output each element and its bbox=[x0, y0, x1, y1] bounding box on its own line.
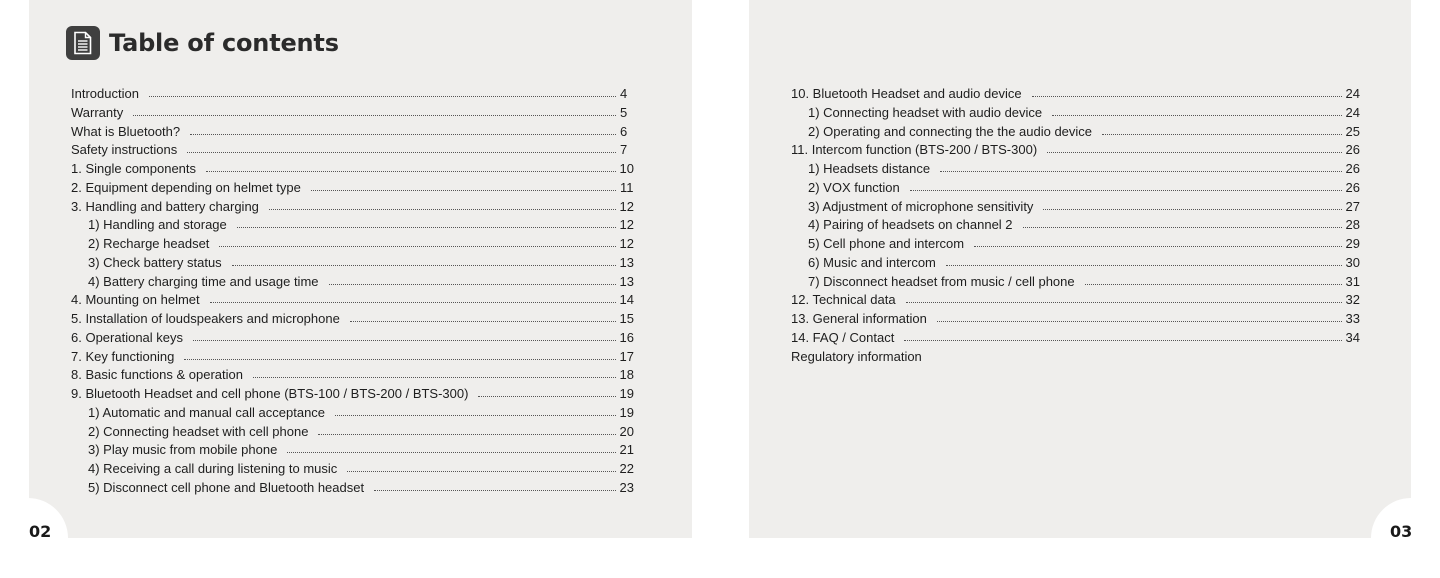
left-page bbox=[29, 0, 692, 538]
toc-entry[interactable] bbox=[71, 404, 634, 423]
toc-entry[interactable] bbox=[791, 216, 1360, 235]
toc-entry-page-number: 24 bbox=[1345, 86, 1360, 101]
toc-entry-page-number: 27 bbox=[1345, 198, 1360, 214]
toc-entry[interactable] bbox=[71, 441, 634, 460]
toc-entry-page-number: 19 bbox=[619, 404, 634, 420]
dot-leader bbox=[187, 151, 616, 153]
dot-leader bbox=[940, 170, 1341, 172]
toc-entry-label: 9. Bluetooth Headset and cell phone (BTS-100 / BTS-200 / BTS-300) bbox=[71, 386, 469, 401]
dot-leader bbox=[374, 489, 615, 491]
dot-leader bbox=[1047, 151, 1341, 153]
toc-entry-label: Introduction bbox=[71, 86, 139, 101]
toc-entry-page-number: 25 bbox=[1345, 123, 1360, 139]
toc-entry-page-number: 19 bbox=[619, 386, 634, 401]
toc-entry-page-number: 31 bbox=[1345, 273, 1360, 289]
toc-entry-page-number: 34 bbox=[1345, 329, 1360, 345]
toc-entry[interactable] bbox=[71, 160, 634, 179]
dot-leader bbox=[253, 376, 616, 378]
toc-entry-page-number: 15 bbox=[619, 311, 634, 326]
toc-entry-label: 2) Recharge headset bbox=[88, 236, 210, 251]
toc-entry-page-number: 26 bbox=[1345, 142, 1360, 158]
dot-leader bbox=[232, 264, 616, 266]
toc-entry[interactable] bbox=[71, 123, 634, 142]
toc-entry-label: 14. FAQ / Contact bbox=[791, 329, 895, 345]
toc-entry-label: 6. Operational keys bbox=[71, 329, 184, 345]
toc-entry-label: Safety instructions bbox=[71, 142, 178, 158]
toc-entry[interactable] bbox=[71, 348, 634, 367]
dot-leader bbox=[904, 339, 1341, 341]
toc-entry[interactable] bbox=[71, 254, 634, 273]
dot-leader bbox=[318, 433, 615, 435]
toc-entry[interactable] bbox=[71, 329, 634, 348]
dot-leader bbox=[937, 320, 1342, 322]
dot-leader bbox=[478, 395, 615, 397]
toc-entry-page-number: 18 bbox=[619, 367, 634, 383]
toc-entry-label: 4. Mounting on helmet bbox=[71, 292, 200, 308]
toc-entry[interactable] bbox=[71, 385, 634, 404]
toc-entry-page-number: 22 bbox=[619, 461, 634, 476]
dot-leader bbox=[946, 264, 1342, 266]
toc-entry[interactable] bbox=[71, 273, 634, 292]
toc-entry-label: 12. Technical data bbox=[791, 292, 896, 308]
page-number-left: 02 bbox=[29, 522, 52, 541]
toc-entry-label: 3. Handling and battery charging bbox=[71, 198, 259, 214]
toc-entry-page-number: 13 bbox=[619, 273, 634, 289]
dot-leader bbox=[1023, 226, 1342, 228]
dot-leader bbox=[219, 245, 615, 247]
dot-leader bbox=[190, 133, 616, 135]
toc-entry-label: 5. Installation of loudspeakers and microphone bbox=[71, 311, 340, 326]
toc-entry-label: 2) VOX function bbox=[808, 179, 900, 195]
toc-entry[interactable] bbox=[71, 141, 634, 160]
toc-entry-page-number: 33 bbox=[1345, 311, 1360, 326]
toc-entry[interactable] bbox=[71, 423, 634, 442]
dot-leader bbox=[133, 114, 616, 116]
toc-entry[interactable] bbox=[71, 104, 634, 123]
dot-leader bbox=[906, 301, 1342, 303]
toc-entry-label: 1) Automatic and manual call acceptance bbox=[88, 404, 326, 420]
toc-entry-label: 5) Cell phone and intercom bbox=[808, 236, 965, 251]
toc-entry-page-number: 28 bbox=[1345, 217, 1360, 233]
dot-leader bbox=[193, 339, 616, 341]
dot-leader bbox=[237, 226, 616, 228]
toc-entry-label: 6) Music and intercom bbox=[808, 254, 936, 270]
dot-leader bbox=[311, 189, 616, 191]
right-page bbox=[749, 0, 1411, 538]
toc-entry-page-number: 7 bbox=[620, 142, 628, 158]
dot-leader bbox=[1052, 114, 1341, 116]
toc-entry[interactable] bbox=[71, 179, 634, 198]
toc-entry[interactable] bbox=[791, 179, 1360, 198]
toc-entry[interactable] bbox=[71, 198, 634, 217]
toc-entry[interactable] bbox=[791, 104, 1360, 123]
toc-entry[interactable] bbox=[791, 123, 1360, 142]
toc-entry-page-number: 26 bbox=[1345, 179, 1360, 195]
dot-leader bbox=[1085, 283, 1342, 285]
toc-entry-page-number: 23 bbox=[619, 479, 634, 495]
toc-entry-page-number: 24 bbox=[1345, 104, 1360, 120]
toc-entry-page-number: 12 bbox=[619, 236, 634, 251]
dot-leader bbox=[1043, 208, 1341, 210]
toc-entry[interactable] bbox=[791, 160, 1360, 179]
toc-entry[interactable] bbox=[791, 254, 1360, 273]
toc-entry-page-number: 20 bbox=[619, 423, 634, 439]
dot-leader bbox=[1102, 133, 1341, 135]
toc-entry-page-number: 10 bbox=[619, 161, 634, 176]
toc-entry[interactable] bbox=[71, 291, 634, 310]
toc-entry[interactable] bbox=[791, 273, 1360, 292]
toc-entry[interactable] bbox=[71, 310, 634, 329]
toc-entry-label: 13. General information bbox=[791, 311, 927, 326]
toc-entry[interactable] bbox=[71, 366, 634, 385]
toc-entry-label: 2) Operating and connecting the the audio device bbox=[808, 123, 1093, 139]
toc-entry[interactable] bbox=[791, 310, 1360, 329]
page-title bbox=[66, 26, 339, 60]
toc-entry-page-number: 11 bbox=[620, 179, 634, 195]
toc-entry-label: 10. Bluetooth Headset and audio device bbox=[791, 86, 1022, 101]
toc-entry-page-number: 5 bbox=[620, 104, 628, 120]
toc-entry[interactable] bbox=[71, 216, 634, 235]
toc-entry-label: 2) Connecting headset with cell phone bbox=[88, 423, 309, 439]
toc-entry-label: 3) Play music from mobile phone bbox=[88, 442, 278, 458]
toc-list-right bbox=[791, 85, 1360, 366]
toc-list-left bbox=[71, 85, 634, 498]
toc-entry-page-number: 12 bbox=[619, 217, 634, 233]
dot-leader bbox=[974, 245, 1341, 247]
toc-entry[interactable] bbox=[71, 235, 634, 254]
toc-entry-page-number: 21 bbox=[619, 442, 634, 458]
toc-entry-page-number: 26 bbox=[1345, 161, 1360, 176]
toc-entry-page-number: 29 bbox=[1345, 236, 1360, 251]
toc-entry[interactable] bbox=[791, 198, 1360, 217]
dot-leader bbox=[350, 320, 616, 322]
toc-entry[interactable] bbox=[791, 141, 1360, 160]
dot-leader bbox=[347, 470, 615, 472]
toc-entry-label: 4) Pairing of headsets on channel 2 bbox=[808, 217, 1013, 233]
dot-leader bbox=[910, 189, 1342, 191]
dot-leader bbox=[184, 358, 615, 360]
dot-leader bbox=[269, 208, 616, 210]
toc-entry[interactable] bbox=[71, 479, 634, 498]
toc-entry-label: 4) Battery charging time and usage time bbox=[88, 273, 319, 289]
toc-entry-page-number: 14 bbox=[619, 292, 634, 308]
dot-leader bbox=[287, 451, 615, 453]
dot-leader bbox=[210, 301, 616, 303]
toc-entry-label: 4) Receiving a call during listening to music bbox=[88, 461, 338, 476]
toc-entry[interactable] bbox=[791, 329, 1360, 348]
dot-leader bbox=[149, 95, 616, 97]
toc-entry-label: 11. Intercom function (BTS-200 / BTS-300) bbox=[791, 142, 1038, 158]
toc-entry-label: Warranty bbox=[71, 104, 124, 120]
toc-entry-label: What is Bluetooth? bbox=[71, 123, 181, 139]
toc-entry[interactable] bbox=[791, 348, 1360, 367]
toc-entry-label: 1) Handling and storage bbox=[88, 217, 227, 233]
toc-entry-label: 3) Check battery status bbox=[88, 254, 222, 270]
toc-entry-label: 1) Connecting headset with audio device bbox=[808, 104, 1043, 120]
toc-entry[interactable] bbox=[791, 235, 1360, 254]
toc-entry-label: 3) Adjustment of microphone sensitivity bbox=[808, 198, 1034, 214]
toc-entry-page-number: 32 bbox=[1345, 292, 1360, 308]
toc-entry[interactable] bbox=[791, 291, 1360, 310]
document-icon bbox=[66, 26, 100, 60]
toc-entry-page-number: 17 bbox=[619, 348, 634, 364]
toc-entry[interactable] bbox=[791, 85, 1360, 104]
toc-entry-page-number: 6 bbox=[620, 123, 628, 139]
dot-leader bbox=[206, 170, 616, 172]
dot-leader bbox=[329, 283, 616, 285]
toc-entry-label: 8. Basic functions & operation bbox=[71, 367, 243, 383]
toc-entry-page-number: 12 bbox=[619, 198, 634, 214]
toc-entry-label: 7. Key functioning bbox=[71, 348, 175, 364]
toc-entry-label: Regulatory information bbox=[791, 348, 922, 364]
toc-entry-label: 7) Disconnect headset from music / cell phone bbox=[808, 273, 1075, 289]
toc-entry-label: 1) Headsets distance bbox=[808, 161, 931, 176]
toc-entry-label: 5) Disconnect cell phone and Bluetooth headset bbox=[88, 479, 365, 495]
toc-entry-page-number: 30 bbox=[1345, 254, 1360, 270]
page-number-right: 03 bbox=[1390, 522, 1413, 541]
toc-entry-page-number: 13 bbox=[619, 254, 634, 270]
title-text: Table of contents bbox=[109, 29, 339, 57]
dot-leader bbox=[335, 414, 616, 416]
toc-entry-label: 2. Equipment depending on helmet type bbox=[71, 179, 301, 195]
toc-entry-label: 1. Single components bbox=[71, 161, 197, 176]
toc-entry[interactable] bbox=[71, 460, 634, 479]
toc-entry[interactable] bbox=[71, 85, 634, 104]
toc-entry-page-number: 16 bbox=[619, 329, 634, 345]
dot-leader bbox=[1032, 95, 1342, 97]
toc-entry-page-number: 4 bbox=[620, 86, 628, 101]
